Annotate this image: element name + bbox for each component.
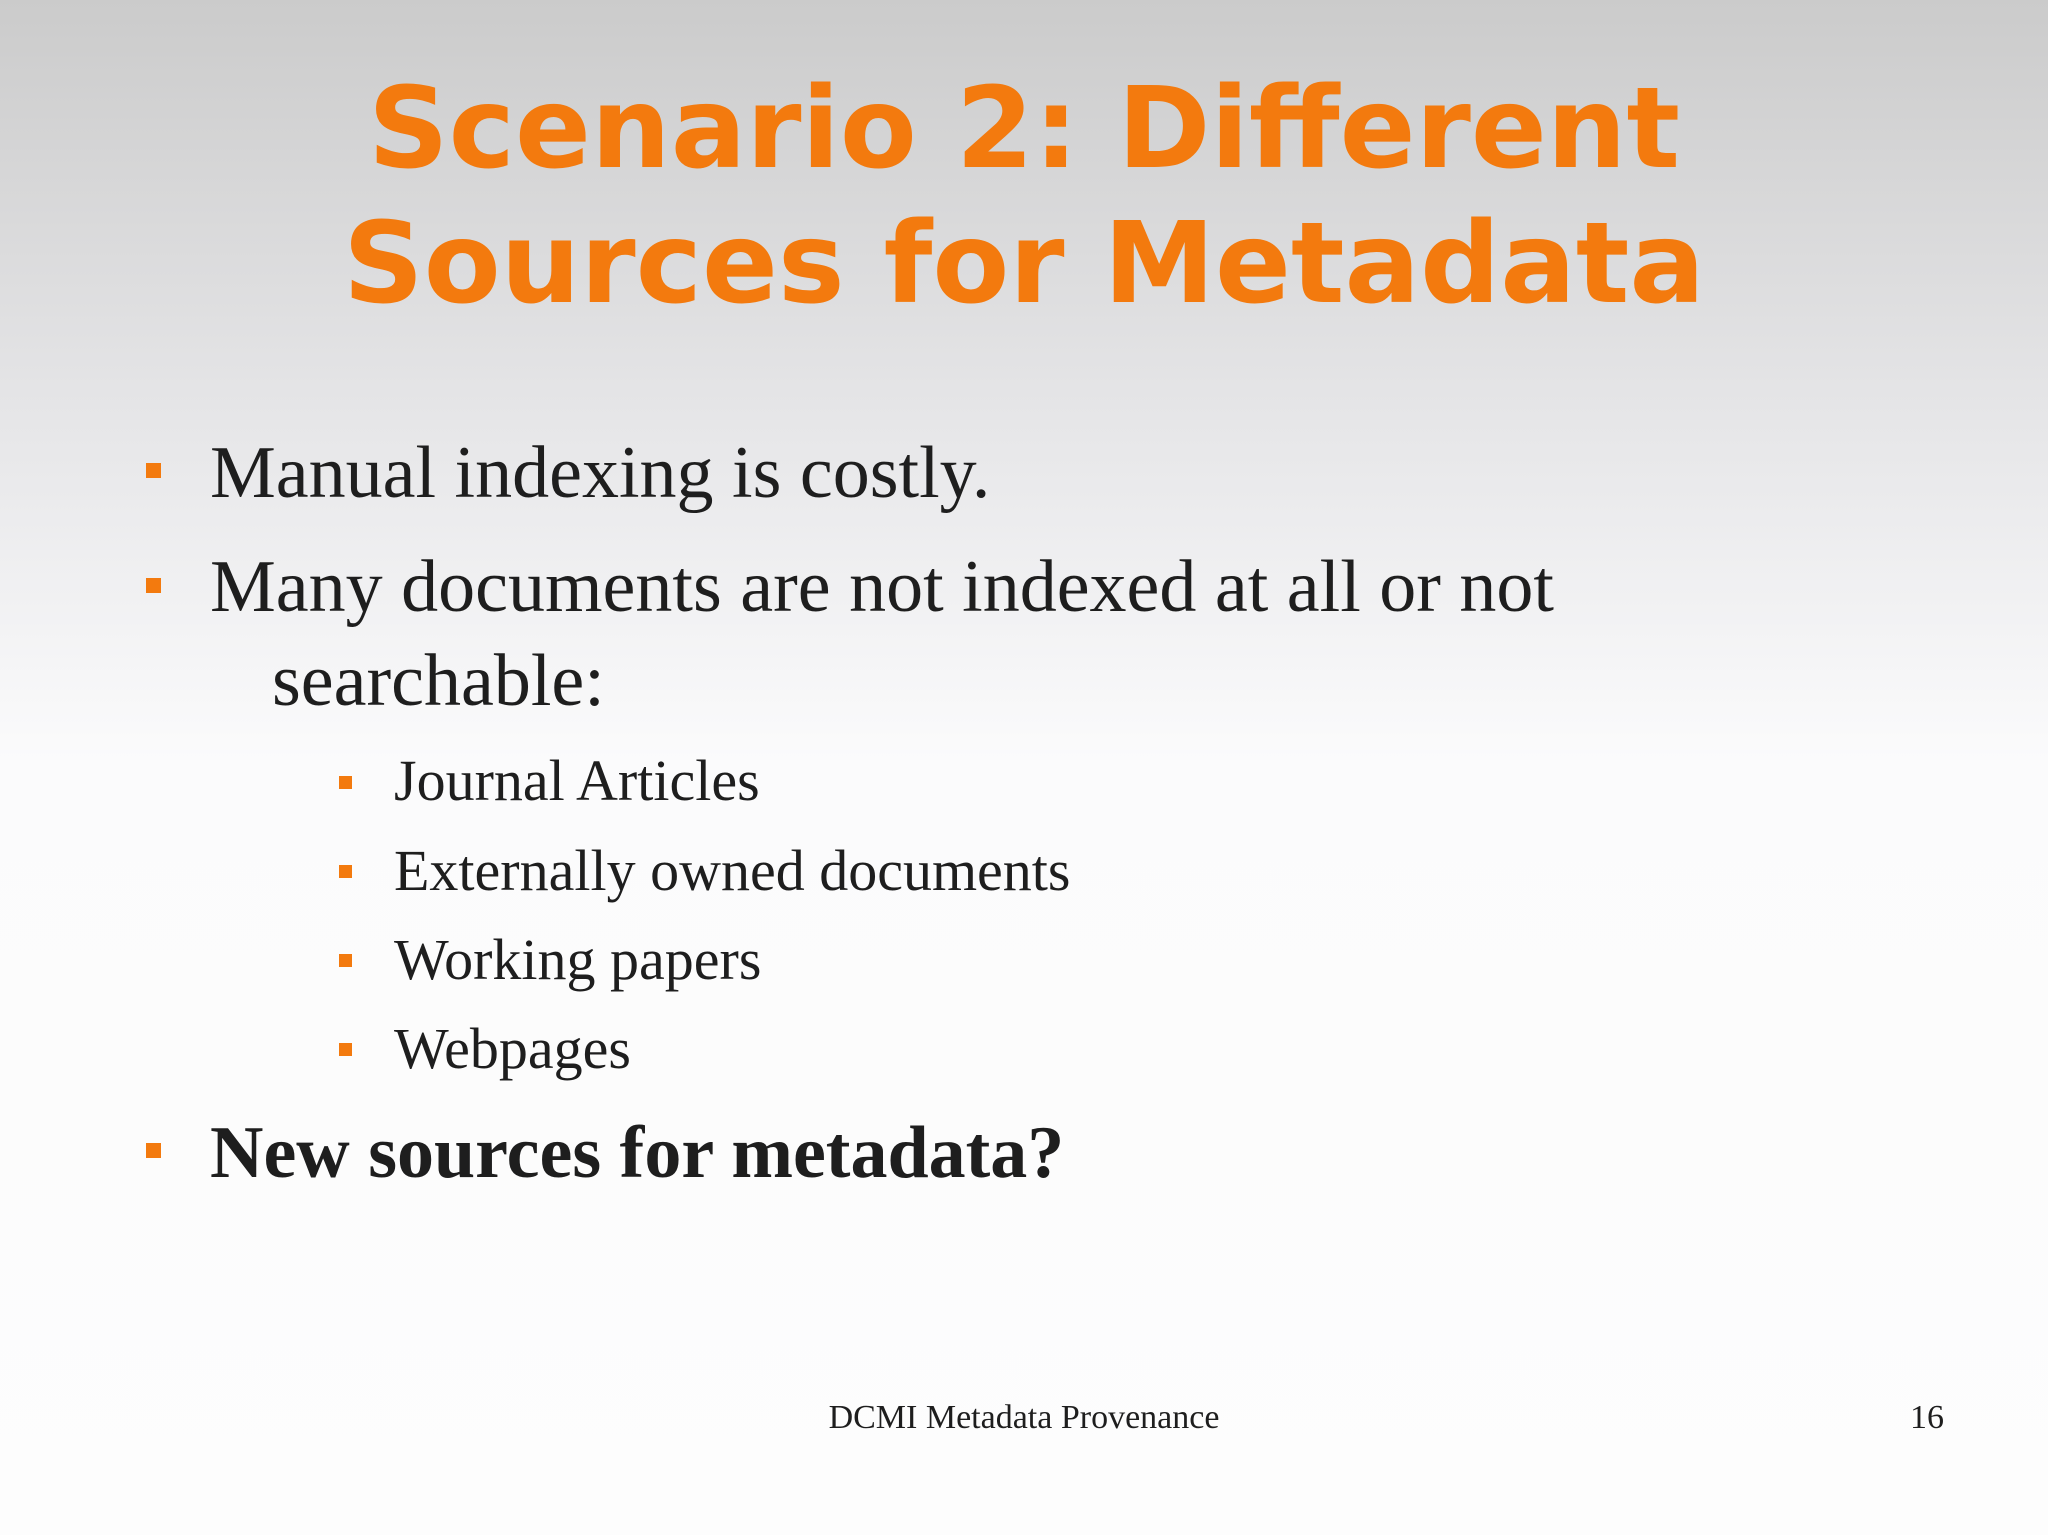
bullet-many-documents <box>210 540 1810 728</box>
slide-title-line-1: Scenario 2: Different <box>367 64 1681 194</box>
sub-bullet-working-papers: Working papers <box>394 927 762 992</box>
footer-title: DCMI Metadata Provenance <box>828 1399 1220 1436</box>
sub-bullet-marker-icon <box>339 954 352 967</box>
bullet-new-sources: New sources for metadata? <box>210 1112 1065 1194</box>
sub-bullet-marker-icon <box>339 1043 352 1056</box>
sub-bullet-journal-articles: Journal Articles <box>394 748 760 813</box>
bullet-marker-icon <box>146 578 161 593</box>
bullet-many-documents-line-1: Many documents are not indexed at all or not <box>210 546 1554 628</box>
bullet-marker-icon <box>146 1143 161 1158</box>
slide-title <box>0 62 2048 332</box>
bullet-marker-icon <box>146 463 161 478</box>
slide-title-line-2: Sources for Metadata <box>343 199 1705 329</box>
sub-bullet-webpages: Webpages <box>394 1016 631 1081</box>
sub-bullet-marker-icon <box>339 776 352 789</box>
sub-bullet-marker-icon <box>339 865 352 878</box>
page-number: 16 <box>1910 1399 1944 1436</box>
sub-bullet-externally-owned: Externally owned documents <box>394 838 1071 903</box>
bullet-many-documents-line-2: searchable: <box>272 640 605 722</box>
bullet-manual-indexing: Manual indexing is costly. <box>210 432 991 514</box>
